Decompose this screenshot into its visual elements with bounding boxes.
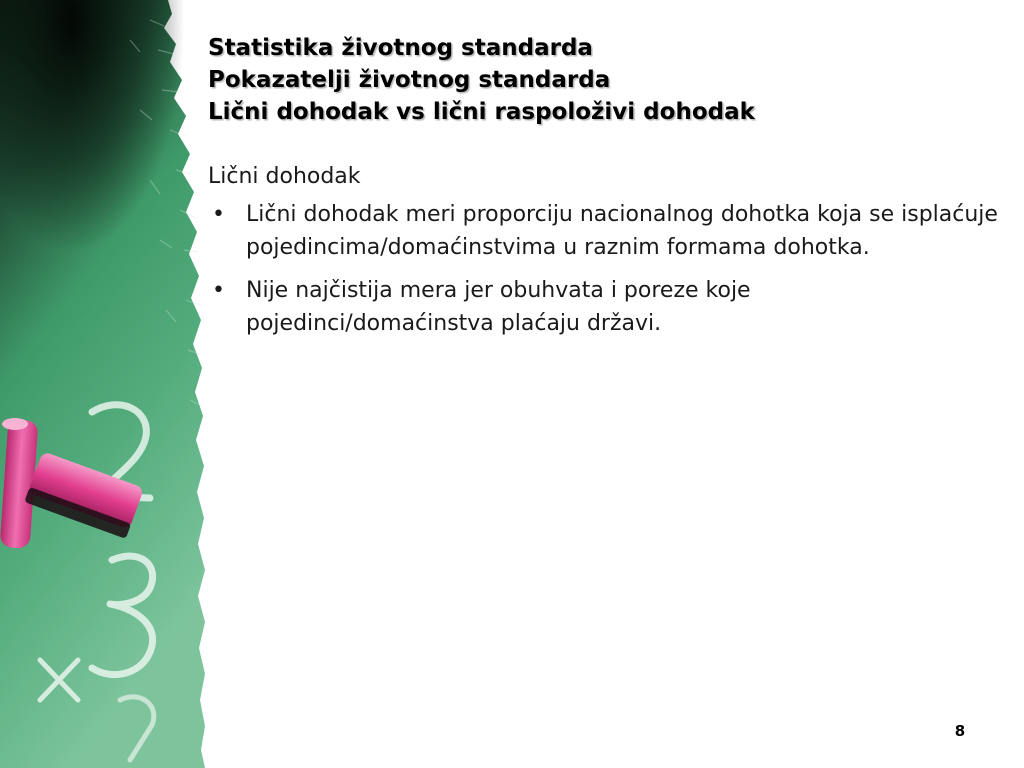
bullet-text-1: Lični dohodak meri proporciju nacionalnog dohotka koja se isplaćuje pojedincima/domaćinstvima u raznim formama dohotka.: [246, 202, 998, 260]
bullet-marker: •: [212, 202, 225, 227]
section-subheading: Lični dohodak: [208, 164, 361, 189]
bullet-list: [208, 198, 998, 340]
title-line-2: Pokazatelji životnog standarda: [208, 67, 611, 93]
bullet-text-2: Nije najčistija mera jer obuhvata i poreze koje pojedinci/domaćinstva plaćaju državi.: [246, 278, 751, 336]
title-line-3: Lični dohodak vs lični raspoloživi dohodak: [208, 99, 755, 125]
slide-title: [208, 32, 998, 128]
bullet-item-1: [208, 198, 998, 264]
slide-content: [208, 32, 998, 350]
bullet-item-2: [208, 274, 998, 340]
page-number: 8: [954, 722, 966, 740]
chalkboard-decoration: [0, 0, 205, 768]
bullet-marker: •: [212, 278, 225, 303]
title-line-1: Statistika životnog standarda: [208, 35, 593, 61]
